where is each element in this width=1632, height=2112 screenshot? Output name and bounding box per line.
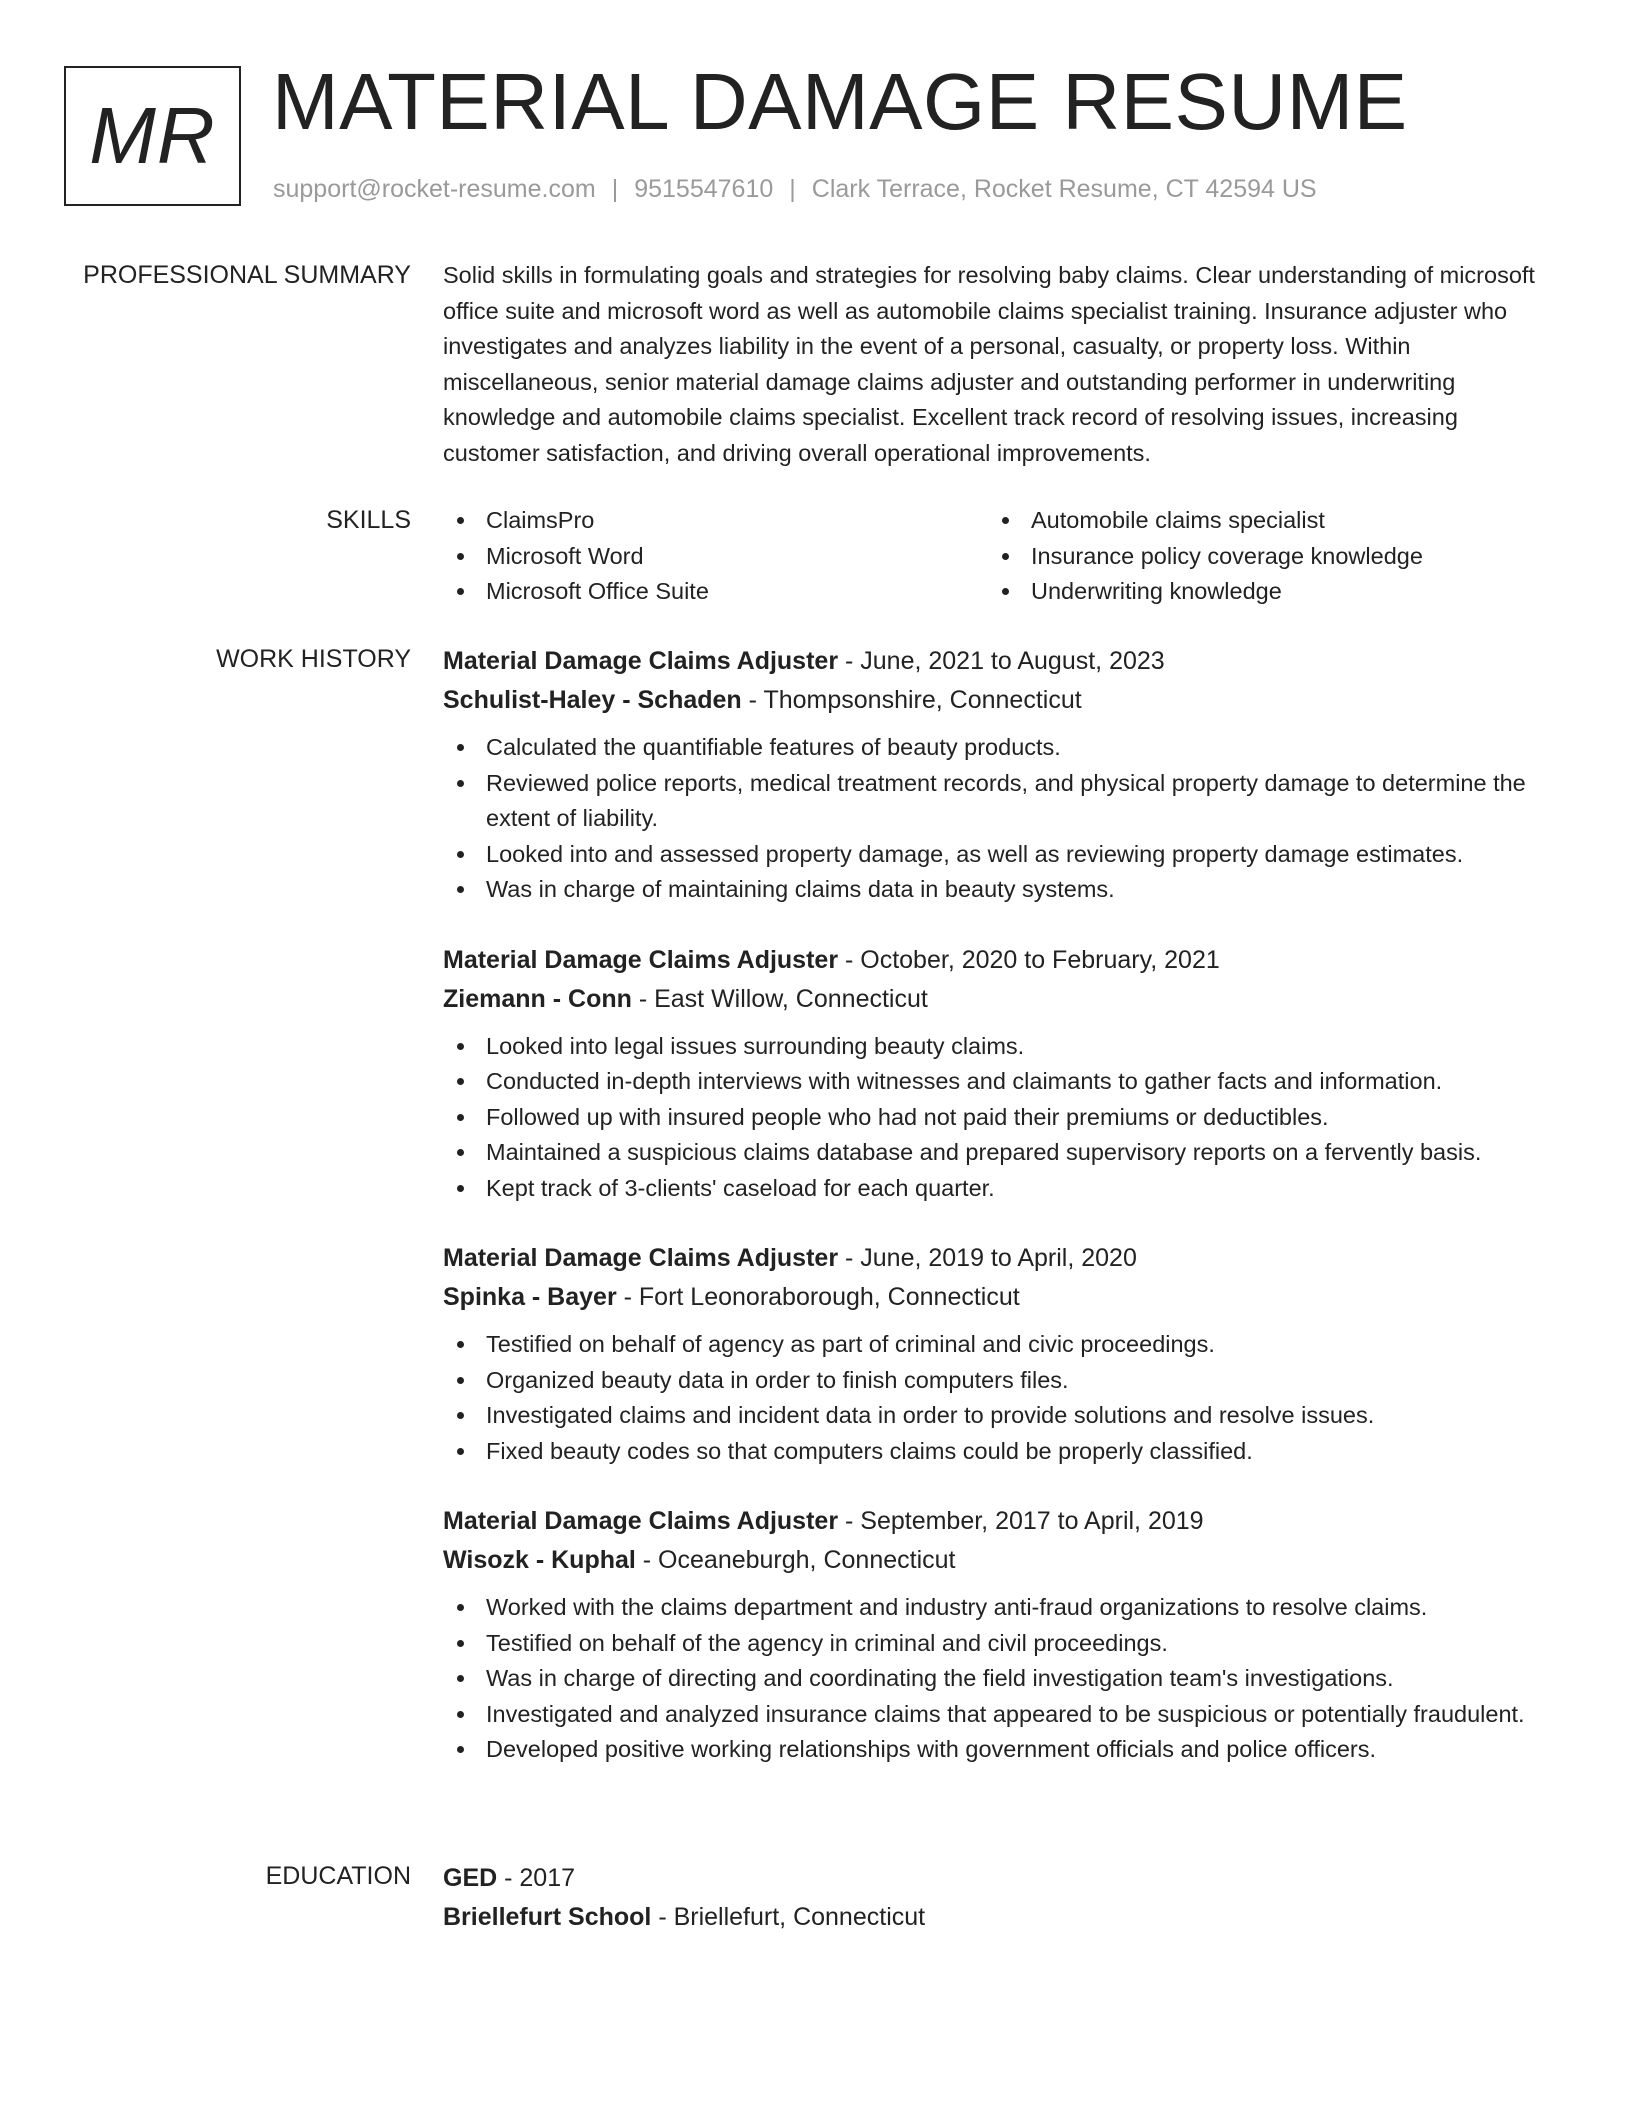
skill-item: Automobile claims specialist (988, 503, 1533, 539)
job-company: Spinka - Bayer (443, 1283, 617, 1311)
job-bullet: Followed up with insured people who had not paid their premiums or deductibles. (443, 1100, 1553, 1136)
summary-heading: PROFESSIONAL SUMMARY (83, 261, 411, 289)
contact-address: Clark Terrace, Rocket Resume, CT 42594 US (811, 175, 1317, 203)
job-entry (443, 642, 1553, 908)
job-location: - East Willow, Connecticut (631, 984, 928, 1013)
job-bullet: Calculated the quantifiable features of beauty products. (443, 730, 1553, 766)
job-dates: - June, 2021 to August, 2023 (838, 647, 1165, 675)
job-title-line (443, 1239, 1553, 1278)
job-bullet: Developed positive working relationships with government officials and police officers. (443, 1732, 1553, 1768)
job-company-line (443, 1278, 1553, 1317)
skill-item: Microsoft Word (443, 539, 988, 575)
job-entry (443, 1239, 1553, 1469)
skills-list-left (443, 503, 988, 610)
job-bullet: Reviewed police reports, medical treatment records, and physical property damage to determine the extent of liability. (443, 766, 1553, 837)
job-company-line (443, 1541, 1553, 1580)
summary-text: Solid skills in formulating goals and strategies for resolving baby claims. Clear understanding of microsoft office suite and microsoft word as well as automobile claims specialist training. Insurance adjuster who investigates and analyzes liability in the event of a personal, casualty, or property loss. Within miscellaneous, senior material damage claims adjuster and outstanding performer in underwriting knowledge and automobile claims specialist. Excellent track record of resolving issues, increasing customer satisfaction, and driving overall operational improvements. (443, 262, 1535, 466)
education-degree: GED (443, 1864, 498, 1892)
job-bullet: Worked with the claims department and industry anti-fraud organizations to resolve claims. (443, 1590, 1553, 1626)
job-location: - Thompsonshire, Connecticut (741, 686, 1082, 714)
job-bullet: Organized beauty data in order to finish computers files. (443, 1363, 1553, 1399)
job-bullets (443, 1029, 1553, 1207)
skill-item: ClaimsPro (443, 503, 988, 539)
job-bullet: Investigated claims and incident data in order to provide solutions and resolve issues. (443, 1398, 1553, 1434)
monogram-logo: MR (64, 66, 241, 206)
job-company: Ziemann - Conn (443, 984, 632, 1013)
job-title: Material Damage Claims Adjuster (443, 1244, 839, 1272)
job-bullet: Testified on behalf of agency as part of criminal and civic proceedings. (443, 1327, 1553, 1363)
job-dates: - October, 2020 to February, 2021 (838, 945, 1220, 974)
job-company-line (443, 681, 1553, 720)
skills-heading: SKILLS (326, 506, 411, 534)
job-bullet: Looked into legal issues surrounding beauty claims. (443, 1029, 1553, 1065)
job-title-line (443, 941, 1553, 980)
job-bullet: Kept track of 3-clients' caseload for each quarter. (443, 1171, 1553, 1207)
education-school-line (443, 1898, 1553, 1937)
job-title-line (443, 642, 1553, 681)
education-school: Briellefurt School (443, 1903, 652, 1931)
skills-list-right (988, 503, 1533, 610)
job-bullet: Was in charge of maintaining claims data in beauty systems. (443, 872, 1553, 908)
job-company: Wisozk - Kuphal (443, 1546, 636, 1574)
job-bullet: Looked into and assessed property damage, as well as reviewing property damage estimates. (443, 837, 1553, 873)
job-dates: - September, 2017 to April, 2019 (838, 1507, 1204, 1535)
contact-phone: 9515547610 (634, 175, 774, 203)
education-degree-line (443, 1859, 1553, 1898)
education-location: - Briellefurt, Connecticut (651, 1903, 926, 1931)
job-title: Material Damage Claims Adjuster (443, 647, 839, 675)
education-heading: EDUCATION (265, 1862, 411, 1890)
contact-email: support@rocket-resume.com (273, 175, 596, 203)
job-dates: - June, 2019 to April, 2020 (838, 1244, 1137, 1272)
job-bullet: Conducted in-depth interviews with witnesses and claimants to gather facts and information. (443, 1064, 1553, 1100)
resume-title: MATERIAL DAMAGE RESUME (272, 57, 1408, 146)
job-title: Material Damage Claims Adjuster (443, 1507, 839, 1535)
skill-item: Insurance policy coverage knowledge (988, 539, 1533, 575)
job-bullet: Testified on behalf of the agency in criminal and civil proceedings. (443, 1626, 1553, 1662)
job-entry (443, 1502, 1553, 1768)
job-location: - Fort Leonoraborough, Connecticut (616, 1283, 1020, 1311)
job-bullets (443, 1590, 1553, 1768)
job-bullet: Maintained a suspicious claims database and prepared supervisory reports on a fervently basis. (443, 1135, 1553, 1171)
job-title: Material Damage Claims Adjuster (443, 945, 839, 974)
job-company-line (443, 980, 1553, 1019)
job-bullet: Fixed beauty codes so that computers claims could be properly classified. (443, 1434, 1553, 1470)
job-bullet: Was in charge of directing and coordinating the field investigation team's investigations. (443, 1661, 1553, 1697)
skill-item: Underwriting knowledge (988, 574, 1533, 610)
contact-separator: | (611, 175, 619, 203)
job-bullets (443, 1327, 1553, 1469)
contact-separator: | (789, 175, 796, 203)
work-history-heading: WORK HISTORY (216, 645, 411, 673)
job-bullet: Investigated and analyzed insurance claims that appeared to be suspicious or potentially fraudulent. (443, 1697, 1553, 1733)
job-bullets (443, 730, 1553, 908)
education-year: - 2017 (497, 1864, 576, 1892)
job-title-line (443, 1502, 1553, 1541)
job-location: - Oceaneburgh, Connecticut (635, 1546, 956, 1574)
job-entry (443, 941, 1553, 1207)
contact-line (273, 172, 1317, 206)
skill-item: Microsoft Office Suite (443, 574, 988, 610)
job-company: Schulist-Haley - Schaden (443, 686, 742, 714)
